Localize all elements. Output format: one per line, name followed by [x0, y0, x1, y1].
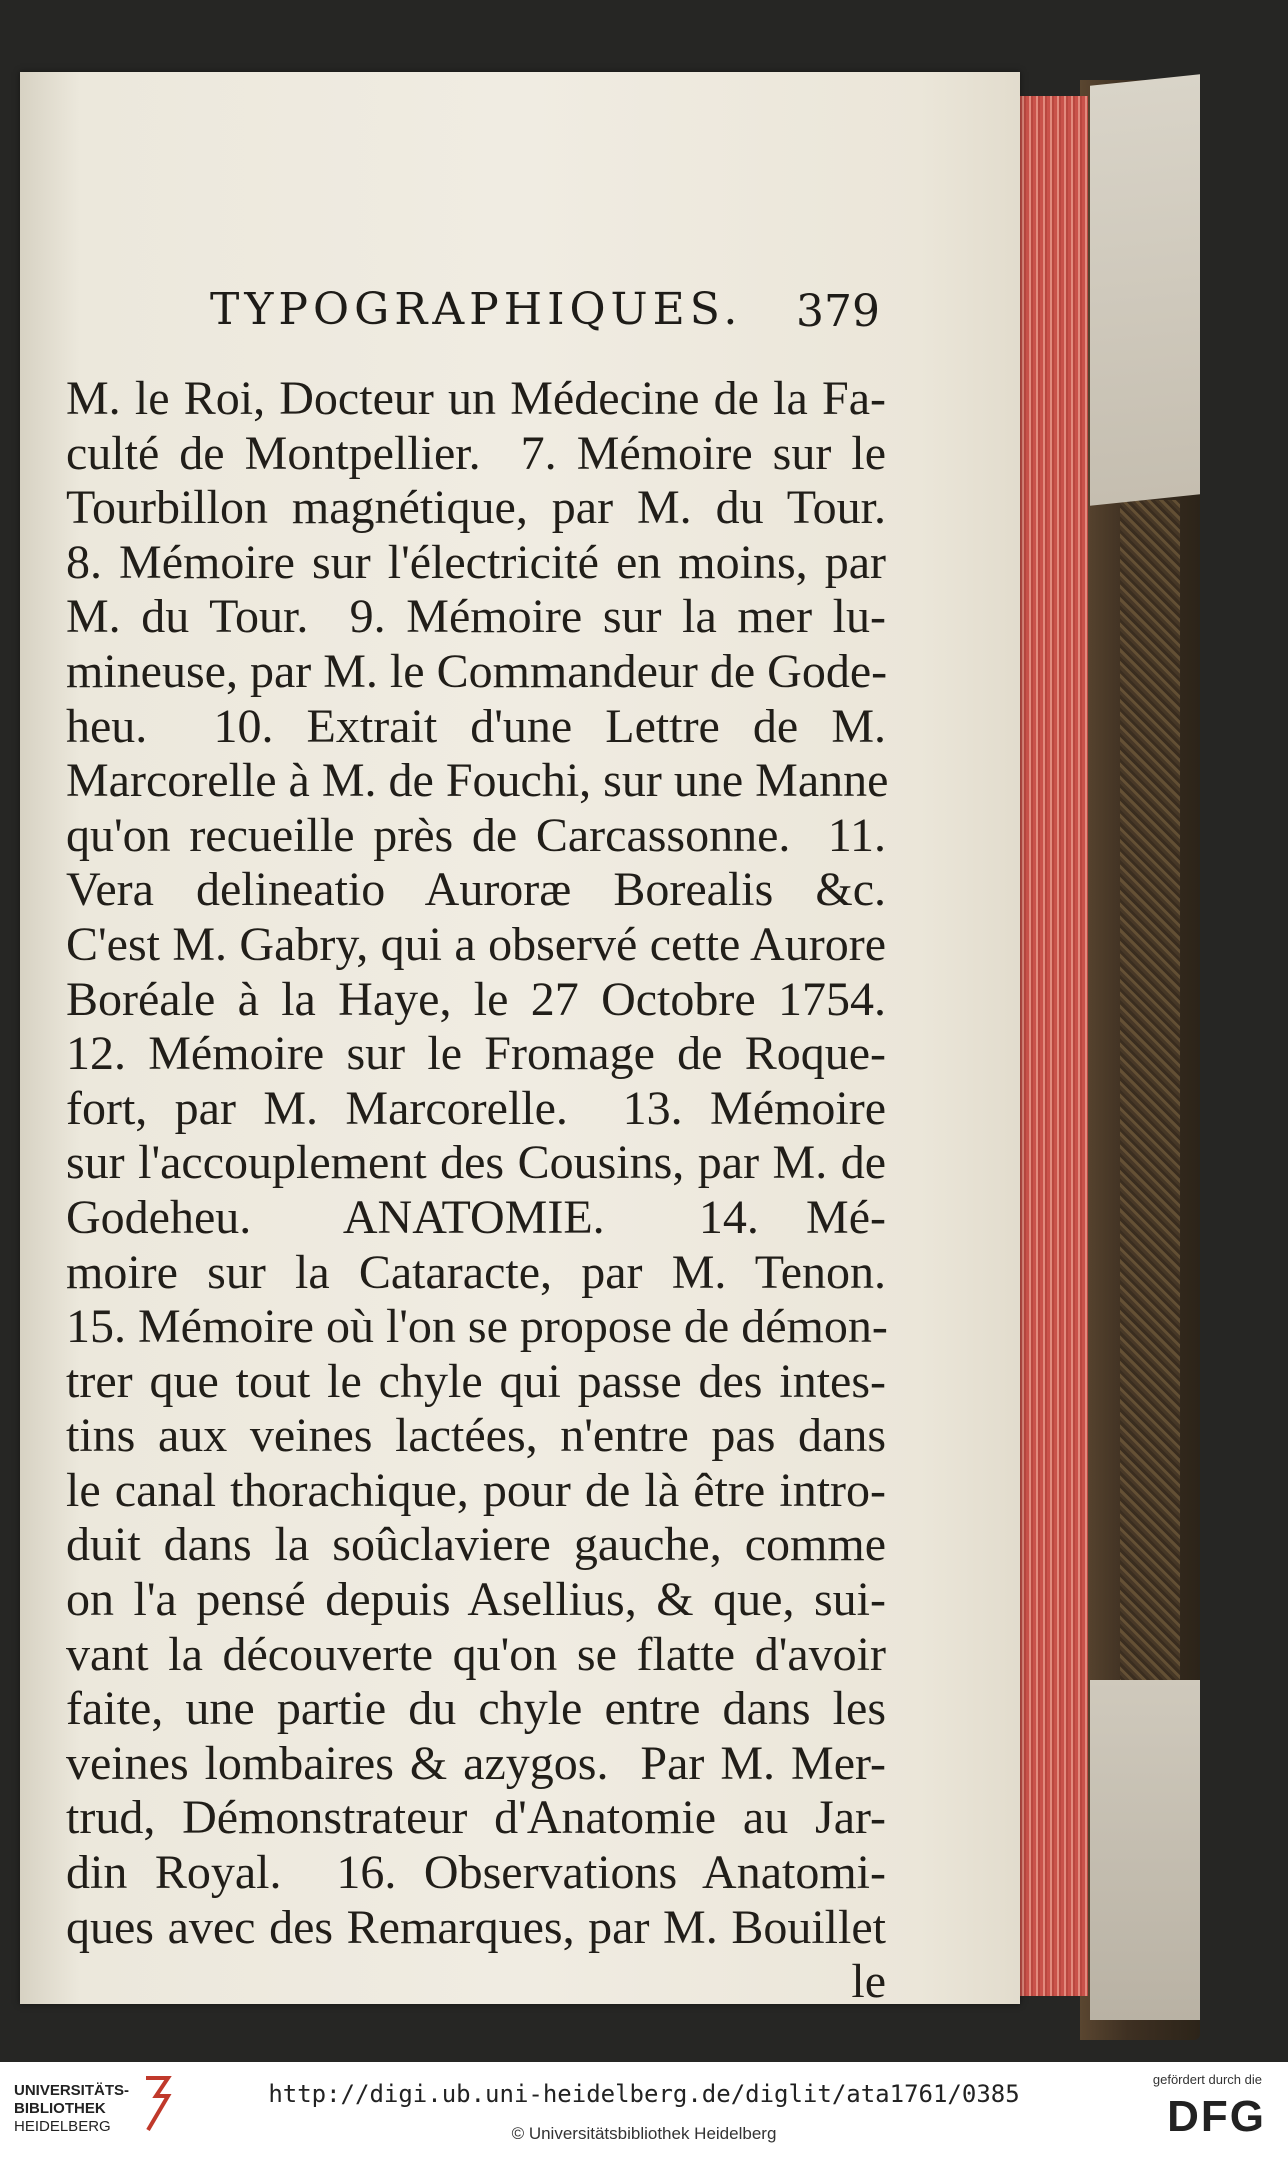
text-line: sur l'accouplement des Cousins, par M. de — [66, 1136, 886, 1190]
text-line: trud, Démonstrateur d'Anatomie au Jar- — [66, 1791, 886, 1845]
text-line: C'est M. Gabry, qui a observé cette Aurore — [66, 917, 886, 971]
text-line: faite, une partie du chyle entre dans les — [66, 1682, 886, 1736]
marbled-cover — [1120, 500, 1180, 1700]
page-body-text — [66, 372, 889, 2010]
text-line: heu. 10. Extrait d'une Lettre de M. — [66, 699, 886, 753]
text-line: moire sur la Cataracte, par M. Tenon. — [66, 1245, 886, 1299]
text-line: ques avec des Remarques, par M. Bouillet — [66, 1900, 886, 1954]
page-header — [210, 284, 880, 354]
text-line: on l'a pensé depuis Asellius, & que, sui- — [66, 1573, 886, 1627]
permalink-url[interactable]: http://digi.ub.uni-heidelberg.de/diglit/ata1761/0385 — [268, 2080, 1020, 2108]
cover-paper-bottom — [1090, 1680, 1200, 2020]
text-line: le — [851, 1955, 886, 2009]
book-page — [20, 72, 1020, 2009]
library-name-line1: UNIVERSITÄTS- — [14, 2082, 130, 2099]
running-head: TYPOGRAPHIQUES. — [210, 284, 743, 335]
text-line: 8. Mémoire sur l'électricité en moins, par — [66, 535, 886, 589]
text-line: 12. Mémoire sur le Fromage de Roque- — [66, 1027, 886, 1081]
text-line: Boréale à la Haye, le 27 Octobre 1754. — [66, 972, 886, 1026]
dfg-logo: DFG — [1167, 2092, 1266, 2141]
text-line: qu'on recueille près de Carcassonne. 11. — [66, 808, 886, 862]
footer-bar — [0, 2062, 1288, 2159]
text-line: culté de Montpellier. 7. Mémoire sur le — [66, 426, 886, 480]
text-line: din Royal. 16. Observations Anatomi- — [66, 1846, 886, 1900]
text-line: M. du Tour. 9. Mémoire sur la mer lu- — [66, 590, 886, 644]
library-name-line2: BIBLIOTHEK — [14, 2100, 106, 2117]
funded-by-label: gefördert durch die — [1152, 2072, 1262, 2087]
text-line: tins aux veines lactées, n'entre pas dans — [66, 1409, 886, 1463]
text-line: vant la découverte qu'on se flatte d'avoir — [66, 1627, 886, 1681]
library-name-line3: HEIDELBERG — [14, 2118, 111, 2135]
red-page-edges — [1010, 96, 1088, 1996]
text-line: le canal thorachique, pour de là être intro- — [66, 1463, 886, 1517]
text-line: Godeheu. ANATOMIE. 14. Mé- — [66, 1190, 886, 1244]
text-line: fort, par M. Marcorelle. 13. Mémoire — [66, 1081, 886, 1135]
text-line: M. le Roi, Docteur un Médecine de la Fa- — [66, 372, 886, 425]
text-line: veines lombaires & azygos. Par M. Mer- — [66, 1736, 886, 1790]
text-line: duit dans la soûclaviere gauche, comme — [66, 1518, 886, 1572]
text-line: trer que tout le chyle qui passe des intes- — [66, 1354, 886, 1408]
text-line: Marcorelle à M. de Fouchi, sur une Manne — [66, 754, 889, 808]
page-number: 379 — [796, 286, 880, 337]
cover-paper-top — [1090, 74, 1200, 506]
text-line: Tourbillon magnétique, par M. du Tour. — [66, 481, 886, 535]
text-line: mineuse, par M. le Commandeur de Gode- — [66, 644, 888, 698]
copyright-notice: © Universitätsbibliothek Heidelberg — [511, 2124, 777, 2143]
text-line: Vera delineatio Auroræ Borealis &c. — [66, 863, 886, 917]
text-line: 15. Mémoire où l'on se propose de démon- — [66, 1300, 888, 1354]
